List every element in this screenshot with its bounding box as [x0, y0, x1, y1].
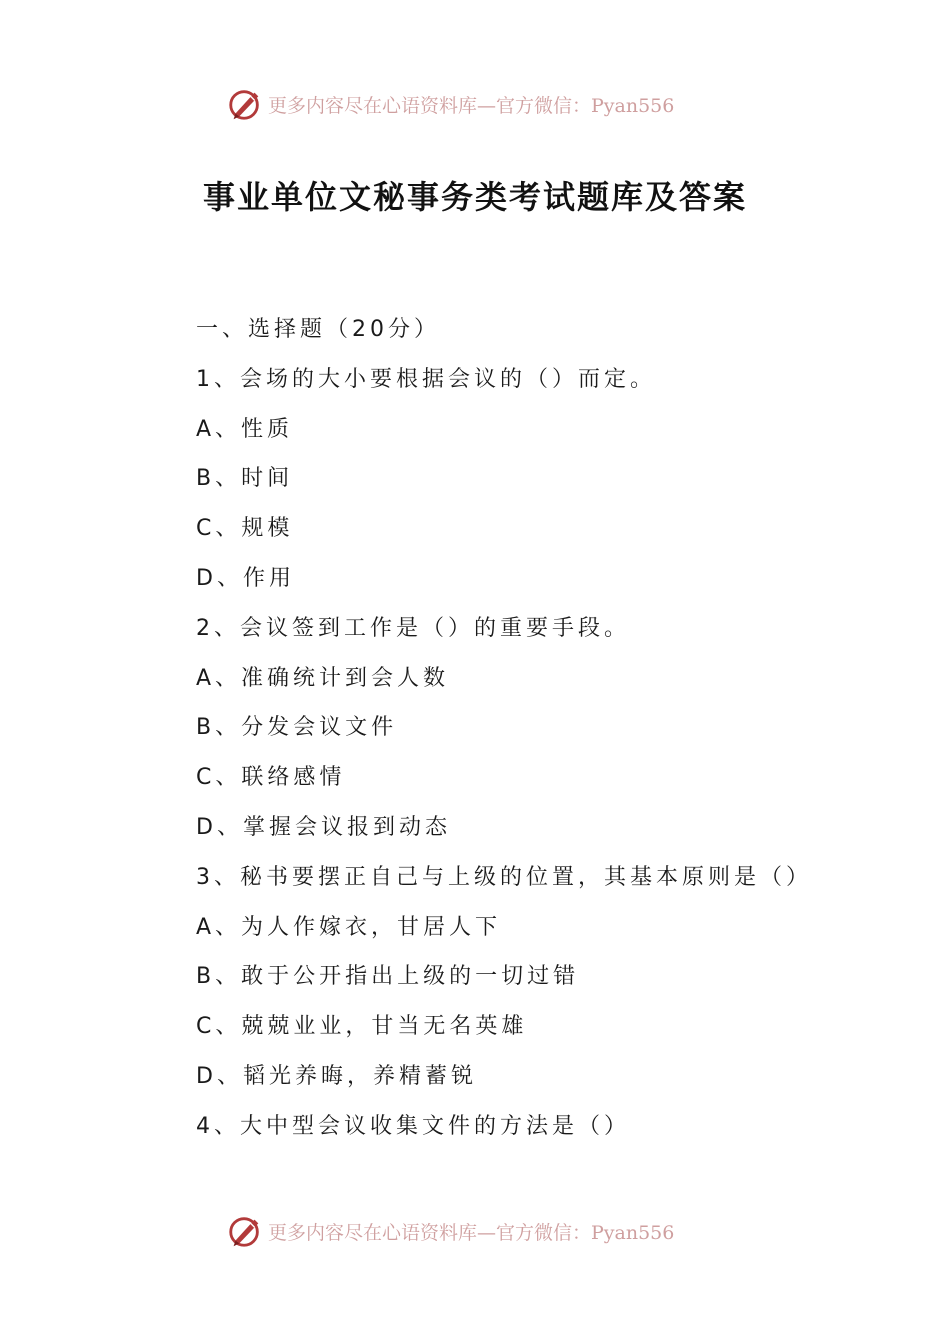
question-2-option-a: A、准确统计到会人数 — [196, 665, 450, 691]
question-3: 3、秘书要摆正自己与上级的位置，其基本原则是（） — [196, 864, 812, 890]
banner-text: 更多内容尽在心语资料库—官方微信：Pyan556 — [268, 94, 675, 117]
banner-text: 更多内容尽在心语资料库—官方微信：Pyan556 — [268, 1221, 675, 1244]
question-3-option-a: A、为人作嫁衣，甘居人下 — [196, 914, 502, 940]
question-1-option-b: B、时间 — [196, 466, 294, 492]
question-4: 4、大中型会议收集文件的方法是（） — [196, 1113, 630, 1139]
pen-logo-icon — [226, 1212, 264, 1250]
section-heading: 一、选择题（20分） — [196, 317, 440, 342]
question-1: 1、会场的大小要根据会议的（）而定。 — [196, 366, 656, 392]
question-2-option-b: B、分发会议文件 — [196, 715, 398, 741]
question-1-option-d: D、作用 — [196, 565, 295, 591]
question-2-option-d: D、掌握会议报到动态 — [196, 814, 451, 840]
pen-logo-icon — [226, 85, 264, 123]
document-body — [196, 305, 836, 1152]
document-title: 事业单位文秘事务类考试题库及答案 — [202, 178, 747, 216]
question-1-option-a: A、性质 — [196, 416, 294, 442]
question-2: 2、会议签到工作是（）的重要手段。 — [196, 615, 630, 641]
question-3-option-d: D、韬光养晦，养精蓄锐 — [196, 1063, 477, 1089]
question-2-option-c: C、联络感情 — [196, 765, 346, 791]
question-3-option-c: C、兢兢业业，甘当无名英雄 — [196, 1014, 528, 1040]
footer-banner — [226, 1211, 746, 1251]
question-1-option-c: C、规模 — [196, 516, 294, 542]
header-banner — [226, 84, 746, 124]
question-3-option-b: B、敢于公开指出上级的一切过错 — [196, 964, 580, 990]
